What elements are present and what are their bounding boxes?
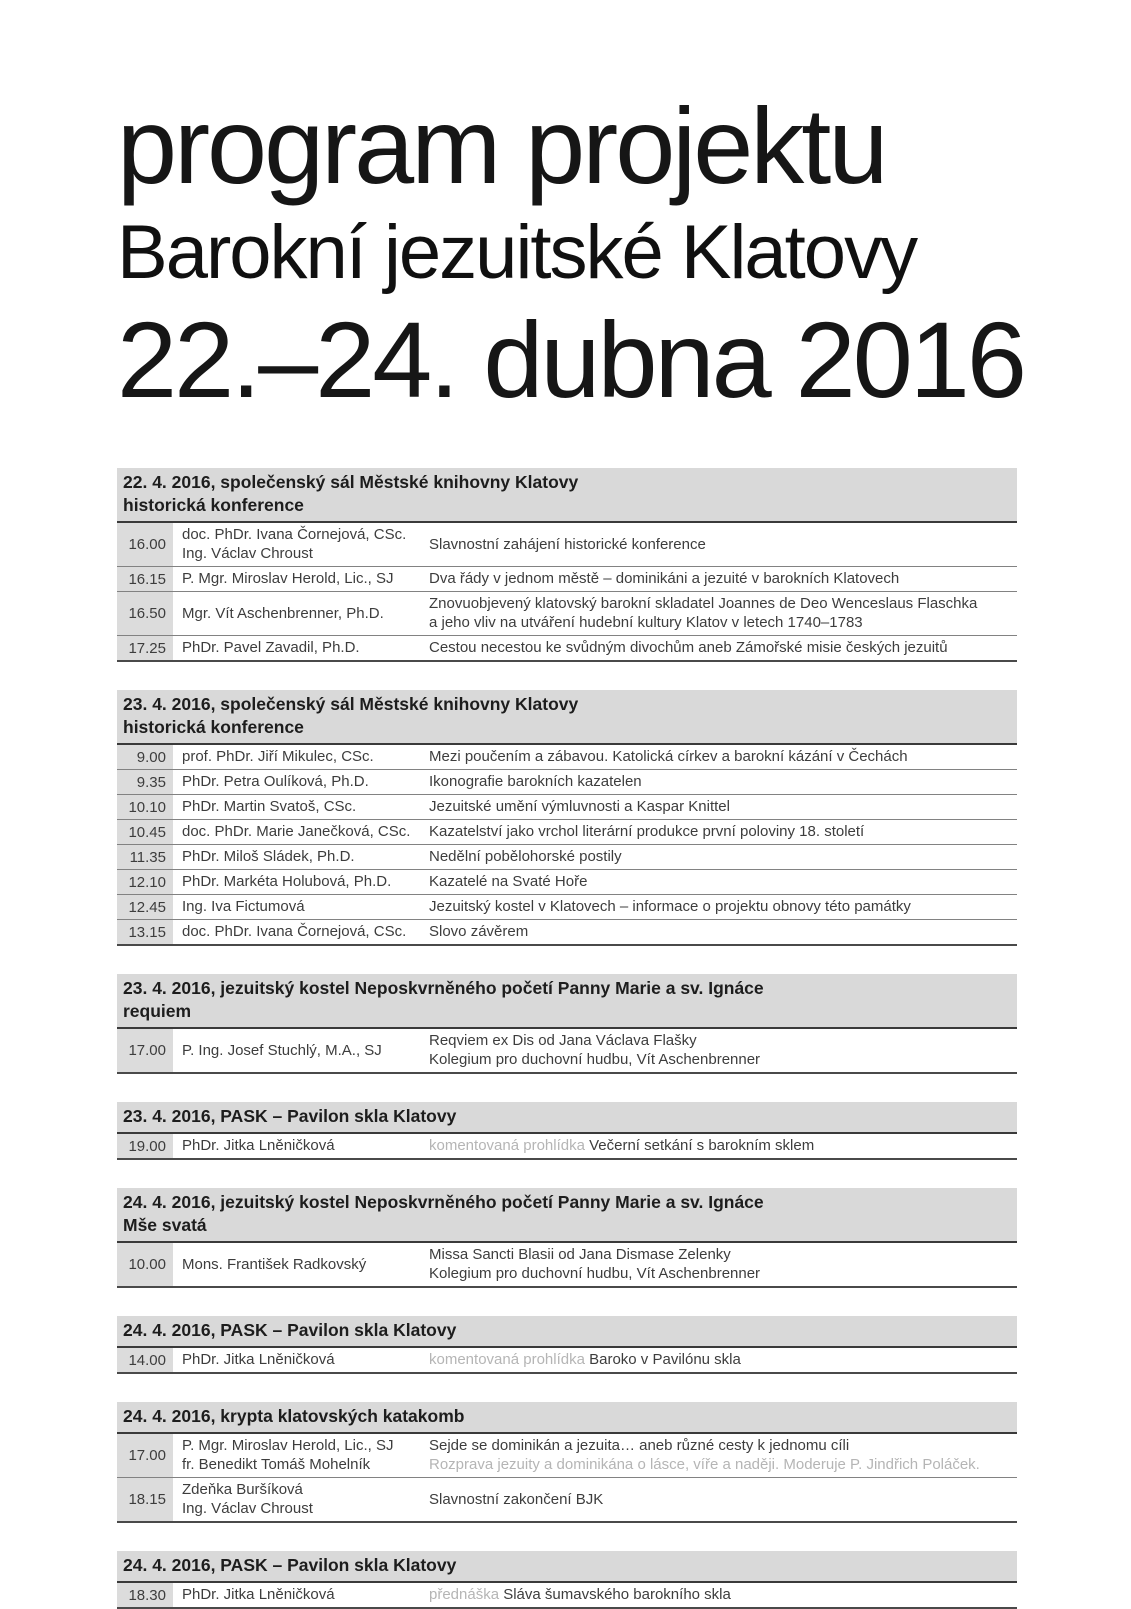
description-cell	[425, 895, 1017, 919]
section-rows	[117, 1243, 1017, 1288]
description-cell	[425, 1478, 1017, 1521]
section-header	[117, 1402, 1017, 1434]
description-line	[429, 797, 1015, 816]
table-row	[117, 1477, 1017, 1521]
section-header-date: 23. 4. 2016, společenský sál Městské knihovny Klatovy	[123, 694, 579, 714]
speaker-cell	[173, 592, 425, 635]
event-title: Slavnostní zakončení BJK	[429, 1490, 604, 1508]
event-title: Kolegium pro duchovní hudbu, Vít Aschenbrenner	[429, 1051, 761, 1068]
section-header	[117, 1316, 1017, 1348]
speaker-cell	[173, 795, 425, 819]
time-cell: 16.50	[117, 592, 173, 635]
speaker-cell	[173, 1029, 425, 1072]
section-header-date: 23. 4. 2016, jezuitský kostel Neposkvrněného početí Panny Marie a sv. Ignáce	[123, 978, 764, 998]
description-line	[429, 535, 1015, 554]
program-section	[117, 1402, 1017, 1523]
description-line	[429, 1490, 1015, 1509]
speaker-name: fr. Benedikt Tomáš Mohelník	[182, 1456, 371, 1473]
event-title: Reqviem ex Dis od Jana Václava Flašky	[429, 1032, 697, 1049]
description-line	[429, 847, 1015, 866]
time-cell: 12.45	[117, 895, 173, 919]
speaker-name: PhDr. Markéta Holubová, Ph.D.	[182, 873, 392, 890]
section-header-subtitle: Mše svatá	[123, 1215, 207, 1235]
event-title: Mezi poučením a zábavou. Katolická církev a barokní kázání v Čechách	[429, 748, 908, 765]
description-cell	[425, 592, 1017, 635]
event-title: Slovo závěrem	[429, 923, 529, 940]
time-cell: 11.35	[117, 845, 173, 869]
description-cell	[425, 567, 1017, 591]
speaker-name: Ing. Václav Chroust	[182, 545, 313, 562]
program-section	[117, 1102, 1017, 1160]
speaker-name: Zdeňka Buršíková	[182, 1481, 303, 1498]
table-row	[117, 1029, 1017, 1072]
program-section	[117, 468, 1017, 662]
description-line	[429, 613, 1015, 632]
speaker-cell	[173, 1583, 425, 1607]
speaker-cell	[173, 770, 425, 794]
section-header-date: 22. 4. 2016, společenský sál Městské knihovny Klatovy	[123, 472, 579, 492]
table-row	[117, 919, 1017, 944]
speaker-name: PhDr. Jitka Lněničková	[182, 1137, 335, 1154]
event-title: a jeho vliv na utváření hudební kultury Klatov v letech 1740–1783	[429, 614, 863, 631]
time-cell: 10.00	[117, 1243, 173, 1286]
speaker-name: PhDr. Petra Oulíková, Ph.D.	[182, 773, 369, 790]
section-rows	[117, 745, 1017, 946]
table-row	[117, 635, 1017, 660]
section-rows	[117, 1348, 1017, 1374]
time-cell: 17.25	[117, 636, 173, 660]
section-header	[117, 468, 1017, 523]
description-line	[429, 872, 1015, 891]
description-cell	[425, 770, 1017, 794]
event-title: Missa Sancti Blasii od Jana Dismase Zelenky	[429, 1246, 731, 1263]
time-cell: 9.35	[117, 770, 173, 794]
time-cell: 17.00	[117, 1029, 173, 1072]
event-title: Slavnostní zahájení historické konference	[429, 535, 706, 553]
speaker-cell	[173, 636, 425, 660]
section-rows	[117, 1029, 1017, 1074]
section-header-date: 24. 4. 2016, PASK – Pavilon skla Klatovy	[123, 1320, 457, 1340]
speaker-cell	[173, 1478, 425, 1521]
page-title	[117, 85, 1024, 420]
speaker-cell	[173, 1243, 425, 1286]
description-line	[429, 1136, 1015, 1155]
table-row	[117, 591, 1017, 635]
event-type-label: komentovaná prohlídka	[429, 1137, 590, 1154]
table-row	[117, 1434, 1017, 1477]
speaker-name: doc. PhDr. Marie Janečková, CSc.	[182, 823, 411, 840]
program-section	[117, 974, 1017, 1074]
section-header-date: 23. 4. 2016, PASK – Pavilon skla Klatovy	[123, 1106, 457, 1126]
speaker-cell	[173, 1348, 425, 1372]
title-line-3: 22.–24. dubna 2016	[117, 299, 1024, 420]
section-header	[117, 1551, 1017, 1583]
time-cell: 19.00	[117, 1134, 173, 1158]
description-line	[429, 1245, 1015, 1264]
event-type-label: Rozprava jezuity a dominikána o lásce, víře a naději. Moderuje P. Jindřich Poláček.	[429, 1456, 980, 1473]
speaker-name: Mgr. Vít Aschenbrenner, Ph.D.	[182, 604, 384, 622]
section-header	[117, 1188, 1017, 1243]
speaker-cell	[173, 845, 425, 869]
event-title: Jezuitský kostel v Klatovech – informace o projektu obnovy této památky	[429, 898, 911, 915]
section-rows	[117, 1134, 1017, 1160]
table-row	[117, 869, 1017, 894]
event-title: Večerní setkání s barokním sklem	[589, 1137, 815, 1154]
description-cell	[425, 1243, 1017, 1286]
description-cell	[425, 1134, 1017, 1158]
title-line-1: program projektu	[117, 85, 886, 206]
description-line	[429, 594, 1015, 613]
speaker-cell	[173, 523, 425, 566]
table-row	[117, 523, 1017, 566]
speaker-name: P. Mgr. Miroslav Herold, Lic., SJ	[182, 570, 394, 587]
description-line	[429, 922, 1015, 941]
description-line	[429, 638, 1015, 657]
time-cell: 16.15	[117, 567, 173, 591]
speaker-name: prof. PhDr. Jiří Mikulec, CSc.	[182, 748, 374, 765]
description-cell	[425, 820, 1017, 844]
speaker-name: PhDr. Jitka Lněničková	[182, 1351, 335, 1368]
speaker-name: Ing. Václav Chroust	[182, 1500, 313, 1517]
time-cell: 16.00	[117, 523, 173, 566]
event-title: Ikonografie barokních kazatelen	[429, 773, 642, 790]
speaker-cell	[173, 895, 425, 919]
event-type-label: komentovaná prohlídka	[429, 1351, 590, 1368]
description-line	[429, 569, 1015, 588]
description-cell	[425, 1029, 1017, 1072]
time-cell: 14.00	[117, 1348, 173, 1372]
description-cell	[425, 845, 1017, 869]
table-row	[117, 1583, 1017, 1607]
description-line	[429, 897, 1015, 916]
speaker-cell	[173, 567, 425, 591]
program-section	[117, 1188, 1017, 1288]
section-header-date: 24. 4. 2016, jezuitský kostel Neposkvrněného početí Panny Marie a sv. Ignáce	[123, 1192, 764, 1212]
speaker-name: PhDr. Miloš Sládek, Ph.D.	[182, 848, 355, 865]
description-line	[429, 1350, 1015, 1369]
description-cell	[425, 795, 1017, 819]
event-title: Cestou necestou ke svůdným divochům aneb Zámořské misie českých jezuitů	[429, 639, 948, 656]
section-header-subtitle: historická konference	[123, 495, 304, 515]
event-title: Sejde se dominikán a jezuita… aneb různé cesty k jednomu cíli	[429, 1437, 850, 1454]
table-row	[117, 1348, 1017, 1372]
time-cell: 12.10	[117, 870, 173, 894]
event-title: Znovuobjevený klatovský barokní skladatel Joannes de Deo Wenceslaus Flaschka	[429, 595, 978, 612]
event-title: Kazatelství jako vrchol literární produkce první poloviny 18. století	[429, 823, 865, 840]
description-cell	[425, 745, 1017, 769]
description-line	[429, 1436, 1015, 1455]
event-type-label: přednáška	[429, 1586, 504, 1603]
speaker-name: Ing. Iva Fictumová	[182, 898, 305, 915]
table-row	[117, 794, 1017, 819]
description-cell	[425, 1348, 1017, 1372]
time-cell: 9.00	[117, 745, 173, 769]
description-cell	[425, 1434, 1017, 1477]
description-cell	[425, 636, 1017, 660]
speaker-cell	[173, 1134, 425, 1158]
description-cell	[425, 920, 1017, 944]
table-row	[117, 844, 1017, 869]
speaker-cell	[173, 1434, 425, 1477]
section-header-date: 24. 4. 2016, krypta klatovských katakomb	[123, 1406, 465, 1426]
description-line	[429, 1264, 1015, 1283]
section-rows	[117, 1434, 1017, 1523]
description-line	[429, 747, 1015, 766]
time-cell: 17.00	[117, 1434, 173, 1477]
speaker-cell	[173, 920, 425, 944]
section-header	[117, 1102, 1017, 1134]
speaker-name: PhDr. Pavel Zavadil, Ph.D.	[182, 639, 360, 656]
program-section	[117, 1551, 1017, 1609]
description-line	[429, 1585, 1015, 1604]
time-cell: 13.15	[117, 920, 173, 944]
table-row	[117, 1243, 1017, 1286]
table-row	[117, 1134, 1017, 1158]
table-row	[117, 819, 1017, 844]
table-row	[117, 894, 1017, 919]
description-line	[429, 822, 1015, 841]
event-title: Nedělní pobělohorské postily	[429, 848, 622, 865]
table-row	[117, 566, 1017, 591]
time-cell: 18.30	[117, 1583, 173, 1607]
program-section	[117, 690, 1017, 946]
title-line-2: Barokní jezuitské Klatovy	[117, 210, 917, 295]
description-cell	[425, 523, 1017, 566]
speaker-name: PhDr. Jitka Lněničková	[182, 1586, 335, 1603]
speaker-name: P. Ing. Josef Stuchlý, M.A., SJ	[182, 1041, 382, 1059]
time-cell: 18.15	[117, 1478, 173, 1521]
speaker-cell	[173, 745, 425, 769]
section-header	[117, 690, 1017, 745]
program-sections	[117, 468, 1017, 1609]
event-title: Dva řády v jednom městě – dominikáni a jezuité v barokních Klatovech	[429, 570, 900, 587]
event-title: Sláva šumavského barokního skla	[503, 1586, 731, 1603]
event-title: Jezuitské umění výmluvnosti a Kaspar Knittel	[429, 798, 730, 815]
table-row	[117, 745, 1017, 769]
section-header-date: 24. 4. 2016, PASK – Pavilon skla Klatovy	[123, 1555, 457, 1575]
speaker-cell	[173, 820, 425, 844]
event-title: Baroko v Pavilónu skla	[589, 1351, 741, 1368]
section-header-subtitle: historická konference	[123, 717, 304, 737]
section-header-subtitle: requiem	[123, 1001, 192, 1021]
speaker-name: Mons. František Radkovský	[182, 1255, 367, 1273]
event-title: Kazatelé na Svaté Hoře	[429, 873, 588, 890]
section-rows	[117, 523, 1017, 662]
section-rows	[117, 1583, 1017, 1609]
description-cell	[425, 870, 1017, 894]
description-line	[429, 1031, 1015, 1050]
description-line	[429, 1050, 1015, 1069]
speaker-name: PhDr. Martin Svatoš, CSc.	[182, 798, 357, 815]
time-cell: 10.45	[117, 820, 173, 844]
section-header	[117, 974, 1017, 1029]
program-section	[117, 1316, 1017, 1374]
event-title: Kolegium pro duchovní hudbu, Vít Aschenbrenner	[429, 1265, 761, 1282]
description-cell	[425, 1583, 1017, 1607]
speaker-name: P. Mgr. Miroslav Herold, Lic., SJ	[182, 1437, 394, 1454]
speaker-name: doc. PhDr. Ivana Čornejová, CSc.	[182, 923, 407, 940]
speaker-cell	[173, 870, 425, 894]
description-line	[429, 772, 1015, 791]
speaker-name: doc. PhDr. Ivana Čornejová, CSc.	[182, 526, 407, 543]
time-cell: 10.10	[117, 795, 173, 819]
description-line	[429, 1455, 1015, 1474]
table-row	[117, 769, 1017, 794]
